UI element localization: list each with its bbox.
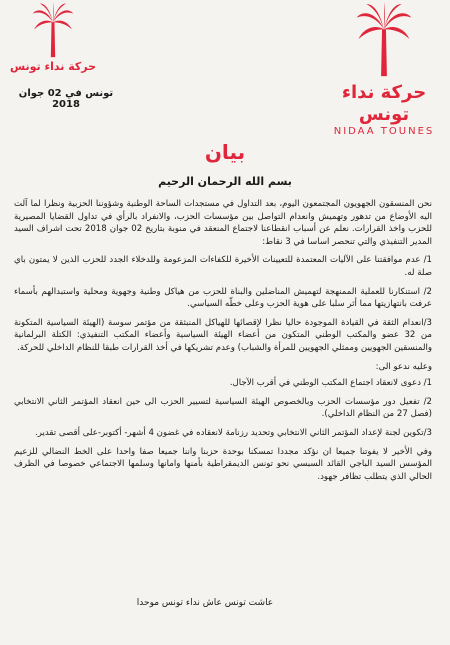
document-body: [14, 198, 432, 489]
party-name-left: حركة نداء تونس: [9, 60, 97, 73]
document-date: تونس في 02 جوان 2018: [18, 88, 114, 110]
call-intro: وعليه ندعو الى:: [375, 361, 432, 372]
palm-tree-icon: [31, 2, 75, 60]
demand-3: 3/تكوين لجنة لإعداد المؤتمر الثاني الانتخابي وتحديد رزنامة لانعقاده في غضون 4 أشهر- أكتوبر-على أقصى تقدير.: [35, 427, 432, 438]
closing-slogan: عاشت تونس عاش نداء تونس موحدا: [136, 598, 274, 608]
intro-paragraph: نحن المنسقون الجهويون المجتمعون اليوم، بعد التداول في مستجدات الساحة الوطنية وشؤوننا الحزبية ونظرا لما آلت اليه الأوضاع من تدهور وتهميش وانعدام التواصل بين مؤسسات الحزب، والانفراد بالرأي في تداول القضايا المصيرية للحزب واخذ القرارات. نعلم عن أسباب انقطاعنا لاجتماع المنعقد في منوبة بتاريخ 02 جوان 2018 تحت اشراف السيد المدير التنفيذي والتي تنحصر اساسا في 3 نقاط:: [14, 199, 432, 247]
party-name-latin: NIDAA TOUNES: [333, 126, 435, 137]
demand-2: 2/ تفعيل دور مؤسسات الحزب وبالخصوص الهيئة السياسية لتسيير الحزب الى حين انعقاد المؤتمر الثاني الانتخابي (فصل 27 من النظام الداخلي).: [14, 396, 432, 420]
logo-right: [324, 2, 444, 138]
conclusion-paragraph: وفي الأخير لا يفوتنا جميعا ان نؤكد مجددا تمسكنا بوحدة حزبنا واننا جميعا صفا واحدا على الخط النضالي للزعيم المؤسس السيد الباجي القائد السبسي نحو تونس الديمقراطية بأمنها وامانها وسلمها الاجتماعي خصوصا في الظرف الحالي الذي يتطلب تظافر جهود.: [14, 446, 432, 482]
point-3: 3/انعدام الثقة في القيادة الموجودة حاليا نظرا لإقصائها للهياكل المنبثقة من مؤتمر سوسة (الهيئة السياسية المتكونة من 32 عضو والمكتب الوطني المتكون من أعضاء الهيئة السياسية وأعضاء المكتب التنفيذي: الكتلة البرلمانية والمنسقين الجهويين وممثلي الجهويين للمرأة والشباب) وعدم تشريكها في أخذ القرارات طبقا للنظام الداخلي للحركة.: [14, 317, 432, 353]
point-1: 1/ عدم موافقتنا على الآليات المعتمدة للتعيينات الأخيرة للكفاءات المزعومة وللدخلاء الجدد للحزب الذين لا يمتون باي صلة له.: [14, 255, 432, 278]
point-2: 2/ استنكارنا للعملية الممنهجة لتهميش المناضلين والبناة للحزب من هياكل وطنية وجهوية ومحلية واستبدالهم بأسماء عرفت بانتهازيتها مما أثر سلبا على هوية الحزب وعلى خطّه السياسي.: [14, 286, 432, 310]
demand-1: 1/ دعوى لانعقاد اجتماع المكتب الوطني في أقرب الآجال.: [229, 378, 432, 389]
palm-tree-icon: [354, 2, 414, 80]
basmala: بسم الله الرحمان الرحيم: [158, 175, 292, 188]
logo-left: [8, 2, 98, 74]
document-title: بيان: [204, 140, 246, 164]
party-name-right: حركة نداء تونس: [341, 82, 427, 125]
